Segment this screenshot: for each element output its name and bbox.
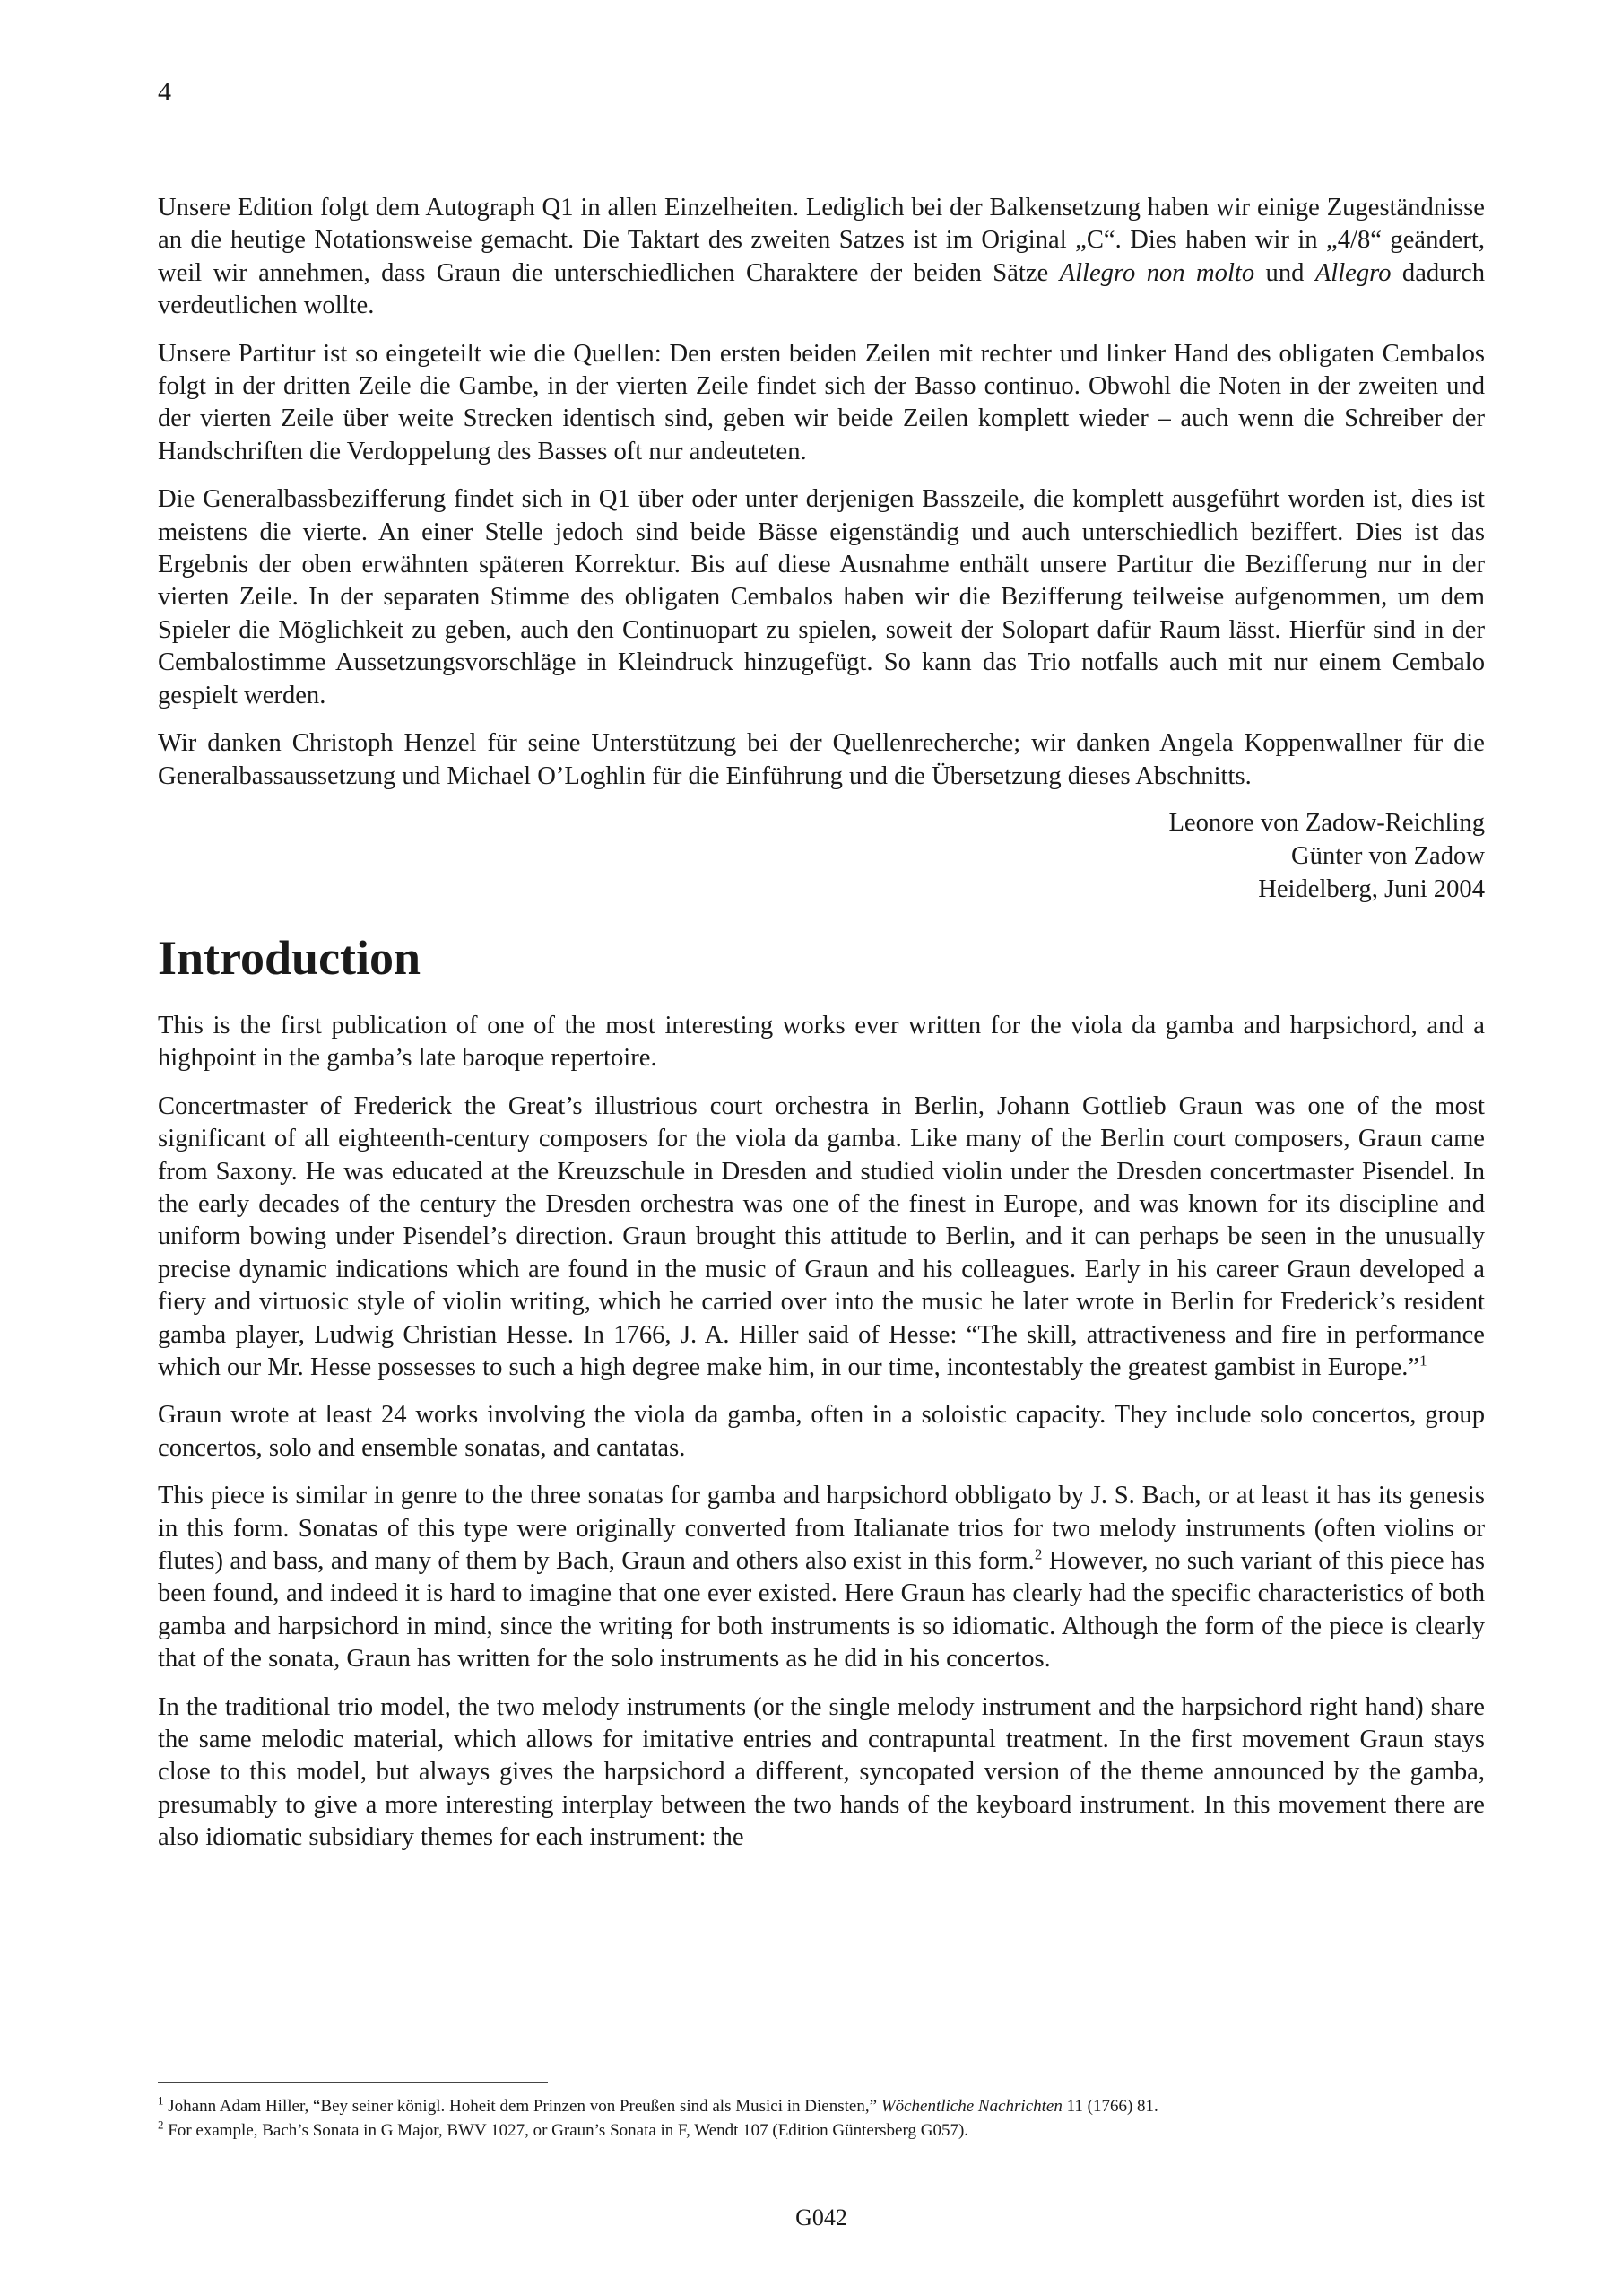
signature-name-1: Leonore von Zadow-Reichling (1168, 808, 1485, 837)
footnotes (158, 2094, 1485, 2143)
footnote-publication-title: Wöchentliche Nachrichten (880, 2097, 1063, 2116)
signature-place-date: Heidelberg, Juni 2004 (1258, 874, 1485, 903)
intro-paragraph-5: In the traditional trio model, the two melody instruments (or the single melody instrument and the harpsichord right hand) share the same melodic material, which allows for imitative entries and contrapuntal treatment. In the first movement Graun stays close to this model, but always gives the harpsichord a different, syncopated version of the theme announced by the gamba, presumably to give a more interesting interplay between the two hands of the keyboard instrument. In this movement there are also idiomatic subsidiary themes for each instrument: the (158, 1692, 1485, 1852)
footnote-text: Johann Adam Hiller, “Bey seiner königl. Hoheit dem Prinzen von Preußen sind als Musici in Diensten,” (168, 2097, 881, 2116)
signature-name-2: Günter von Zadow (1291, 841, 1485, 870)
page-number: 4 (158, 77, 171, 107)
footnote-1 (158, 2094, 1485, 2118)
edition-code: G042 (795, 2205, 847, 2231)
tempo-marking: Allegro non molto (1059, 258, 1255, 287)
footnote-2 (158, 2118, 1485, 2143)
text-run: However, no such variant of this piece has been found, and indeed it is hard to imagine that one ever existed. Here Graun has clearly had the specific characteristics of both gamba and harpsichord in mind, since the writing for both instruments is so idiomatic. Although the form of the piece is clearly that of the sonata, Graun has written for the solo instruments as he did in his concertos. (158, 1547, 1485, 1674)
german-paragraph-1 (158, 192, 1485, 323)
footnote-text: 11 (1766) 81. (1062, 2097, 1158, 2116)
footnote-divider (158, 2082, 548, 2083)
footnote-text: For example, Bach’s Sonata in G Major, BWV 1027, or Graun’s Sonata in F, Wendt 107 (Edition Güntersberg G057). (168, 2121, 969, 2140)
text-run: Unsere Edition folgt dem Autograph Q1 in allen Einzelheiten. Lediglich bei der Balkensetzung haben wir einige Zugeständnisse an die heutige Notationsweise gemacht. Die Taktart des zweiten Satzes ist im Original „C“. Dies haben wir in „4/8“ geändert, weil wir annehmen, dass Graun die unterschiedlichen Charaktere der beiden Sätze (158, 194, 1485, 287)
footnote-number: 1 (158, 2093, 164, 2108)
footnote-ref[interactable]: 1 (1419, 1352, 1427, 1370)
german-paragraph-3: Die Generalbassbezifferung findet sich in Q1 über oder unter derjenigen Basszeile, die komplett ausgeführt worden ist, dies ist meistens die vierte. An einer Stelle jedoch sind beide Bässe eigenständig und auch unterschiedlich beziffert. Dies ist das Ergebnis der oben erwähnten späteren Korrektur. Bis auf diese Ausnahme enthält unsere Partitur die Bezifferung nur in der vierten Zeile. In der separaten Stimme des obligaten Cembalos haben wir die Bezifferung teilweise aufgenommen, um dem Spieler die Möglichkeit zu geben, auch den Continuopart zu spielen, soweit der Solopart dafür Raum lässt. Hierfür sind in der Cembalostimme Aussetzungsvorschläge in Kleindruck hinzugefügt. So kann das Trio notfalls auch mit nur einem Cembalo gespielt werden. (158, 485, 1485, 709)
text-run: dadurch verdeutlichen wollte. (158, 258, 1486, 320)
text-run: Concertmaster of Frederick the Great’s illustrious court orchestra in Berlin, Johann Gottlieb Graun was one of the most significant of all eighteenth-century composers for the viola da gamba. Like many of the Berlin court composers, Graun came from Saxony. He was educated at the Kreuzschule in Dresden and studied violin under the Dresden concertmaster Pisendel. In the early decades of the century the Dresden orchestra was one of the finest in Europe, and was known for its discipline and uniform bowing under Pisendel’s direction. Graun brought this attitude to Berlin, and it can perhaps be seen in the unusually precise dynamic indications which are found in the music of Graun and his colleagues. Early in his career Graun developed a fiery and virtuosic style of violin writing, which he carried over into the music he later wrote in Berlin for Frederick’s resident gamba player, Ludwig Christian Hesse. In 1766, J. A. Hiller said of Hesse: “The skill, attractiveness and fire in performance which our Mr. Hesse possesses to such a high degree make him, in our time, incontestably the greatest gambist in Europe.” (158, 1091, 1485, 1381)
tempo-marking: Allegro (1314, 258, 1392, 287)
introduction-heading: Introduction (158, 930, 421, 985)
body-text (158, 192, 1485, 1870)
intro-paragraph-2 (158, 1091, 1485, 1385)
signature-block (158, 806, 1485, 906)
german-paragraph-2: Unsere Partitur ist so eingeteilt wie die Quellen: Den ersten beiden Zeilen mit rechter und linker Hand des obligaten Cembalos folgt in der dritten Zeile die Gambe, in der vierten Zeile findet sich der Basso continuo. Obwohl die Noten in der zweiten und der vierten Zeile über weite Strecken identisch sind, geben wir beide Zeilen komplett wieder – auch wenn die Schreiber der Handschriften die Verdoppelung des Basses oft nur andeuteten. (158, 339, 1485, 465)
intro-paragraph-3: Graun wrote at least 24 works involving the viola da gamba, often in a soloistic capacity. They include solo concertos, group concertos, solo and ensemble sonatas, and cantatas. (158, 1401, 1485, 1462)
intro-paragraph-1: This is the first publication of one of the most interesting works ever written for the viola da gamba and harpsichord, and a highpoint in the gamba’s late baroque repertoire. (158, 1011, 1485, 1073)
footnote-number: 2 (158, 2118, 164, 2132)
german-paragraph-4: Wir danken Christoph Henzel für seine Unterstützung bei der Quellenrecherche; wir danken Angela Koppenwallner für die Generalbassaussetzung und Michael O’Loghlin für die Einführung und die Übersetzung dieses Abschnitts. (158, 729, 1485, 790)
text-run: und (1254, 258, 1315, 287)
footnote-ref[interactable]: 2 (1034, 1545, 1043, 1563)
intro-paragraph-4 (158, 1480, 1485, 1675)
text-run: This piece is similar in genre to the three sonatas for gamba and harpsichord obbligato by J. S. Bach, or at least it has its genesis in this form. Sonatas of this type were originally converted from Italianate trios for two melody instruments (often violins or flutes) and bass, and many of them by Bach, Graun and others also exist in this form. (158, 1482, 1485, 1575)
